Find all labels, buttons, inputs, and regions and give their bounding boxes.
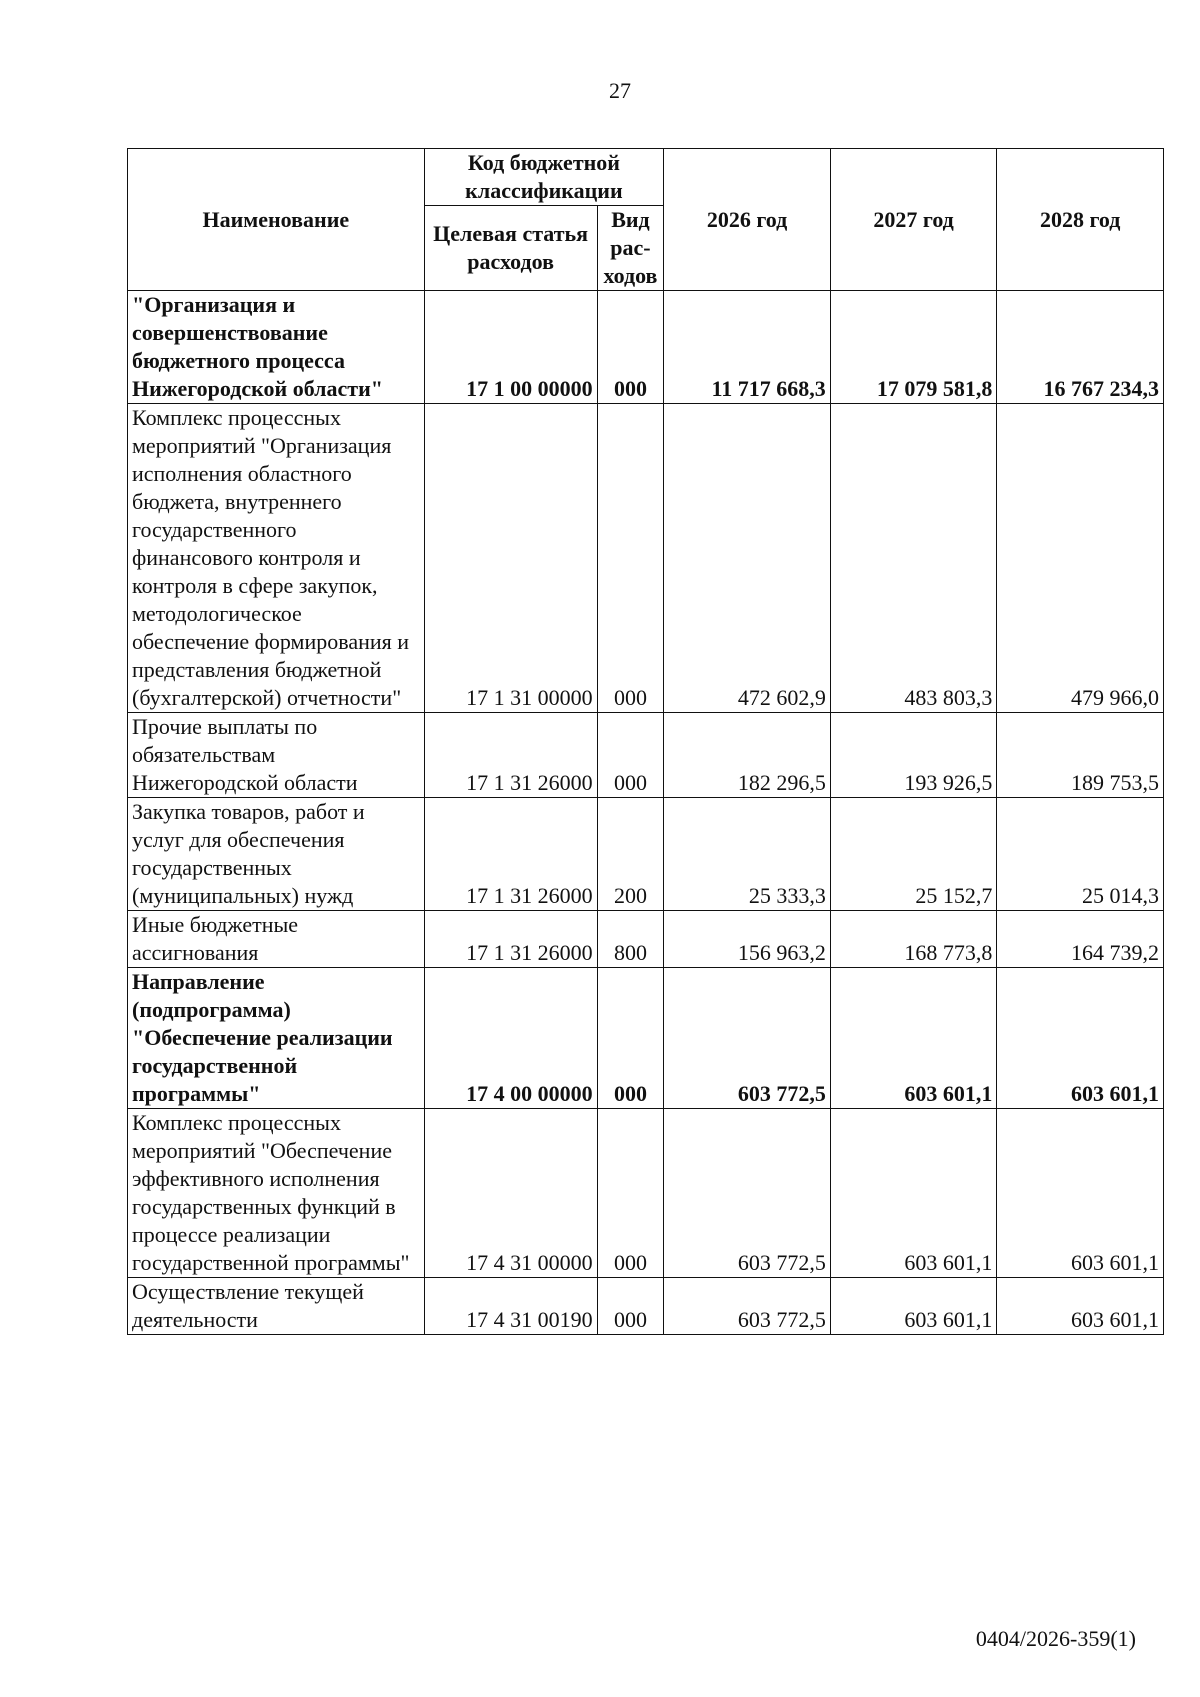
row-value-2026: 11 717 668,3 [664,291,831,404]
table-row [128,1278,1164,1335]
table-row [128,798,1164,911]
table-row [128,1109,1164,1278]
row-value-2028: 603 601,1 [997,968,1164,1109]
row-name: Комплекс процессных мероприятий "Обеспечение эффективного исполнения государственных функций в процессе реализации государственной программы" [128,1109,425,1278]
row-target-code: 17 4 31 00000 [424,1109,597,1278]
row-value-2026: 182 296,5 [664,713,831,798]
row-name: Прочие выплаты по обязательствам Нижегородской области [128,713,425,798]
row-value-2027: 483 803,3 [830,404,997,713]
row-target-code: 17 1 31 26000 [424,798,597,911]
row-name: Осуществление текущей деятельности [128,1278,425,1335]
row-target-code: 17 1 31 26000 [424,911,597,968]
row-value-2028: 25 014,3 [997,798,1164,911]
row-name: Направление (подпрограмма) "Обеспечение реализации государственной программы" [128,968,425,1109]
row-value-2026: 603 772,5 [664,968,831,1109]
row-value-2027: 168 773,8 [830,911,997,968]
row-expense-type: 000 [597,404,664,713]
row-value-2028: 164 739,2 [997,911,1164,968]
row-value-2027: 603 601,1 [830,968,997,1109]
row-value-2028: 603 601,1 [997,1109,1164,1278]
page-number: 27 [609,78,631,103]
table-row [128,291,1164,404]
row-value-2027: 25 152,7 [830,798,997,911]
row-value-2026: 472 602,9 [664,404,831,713]
row-value-2028: 16 767 234,3 [997,291,1164,404]
row-expense-type: 000 [597,291,664,404]
row-value-2026: 156 963,2 [664,911,831,968]
row-name: Иные бюджетные ассигнования [128,911,425,968]
header-2028: 2028 год [997,149,1164,291]
header-2026: 2026 год [664,149,831,291]
table-row [128,404,1164,713]
row-name: "Организация и совершенствование бюджетного процесса Нижегородской области" [128,291,425,404]
row-expense-type: 800 [597,911,664,968]
row-name: Комплекс процессных мероприятий "Организация исполнения областного бюджета, внутреннего государственного финансового контроля и контроля в сфере закупок, методологическое обеспечение формирования и представления бюджетной (бухгалтерской) отчетности" [128,404,425,713]
header-code-group: Код бюджетной классификации [424,149,664,206]
document-number: 0404/2026-359(1) [975,1626,1136,1651]
table-row [128,968,1164,1109]
row-value-2028: 189 753,5 [997,713,1164,798]
row-expense-type: 000 [597,713,664,798]
table-row [128,713,1164,798]
row-target-code: 17 1 00 00000 [424,291,597,404]
row-value-2027: 603 601,1 [830,1109,997,1278]
row-target-code: 17 4 31 00190 [424,1278,597,1335]
header-target-article: Целевая статья расходов [424,206,597,291]
row-target-code: 17 1 31 26000 [424,713,597,798]
budget-table [127,148,1164,1335]
header-2027: 2027 год [830,149,997,291]
row-expense-type: 000 [597,1278,664,1335]
row-expense-type: 200 [597,798,664,911]
row-value-2027: 17 079 581,8 [830,291,997,404]
header-name: Наименование [128,149,425,291]
table-row [128,911,1164,968]
row-value-2027: 193 926,5 [830,713,997,798]
row-expense-type: 000 [597,968,664,1109]
row-value-2027: 603 601,1 [830,1278,997,1335]
row-target-code: 17 4 00 00000 [424,968,597,1109]
header-expense-type: Вид рас-ходов [597,206,664,291]
row-value-2026: 603 772,5 [664,1278,831,1335]
row-expense-type: 000 [597,1109,664,1278]
row-target-code: 17 1 31 00000 [424,404,597,713]
row-value-2028: 479 966,0 [997,404,1164,713]
row-value-2028: 603 601,1 [997,1278,1164,1335]
row-name: Закупка товаров, работ и услуг для обеспечения государственных (муниципальных) нужд [128,798,425,911]
row-value-2026: 603 772,5 [664,1109,831,1278]
row-value-2026: 25 333,3 [664,798,831,911]
